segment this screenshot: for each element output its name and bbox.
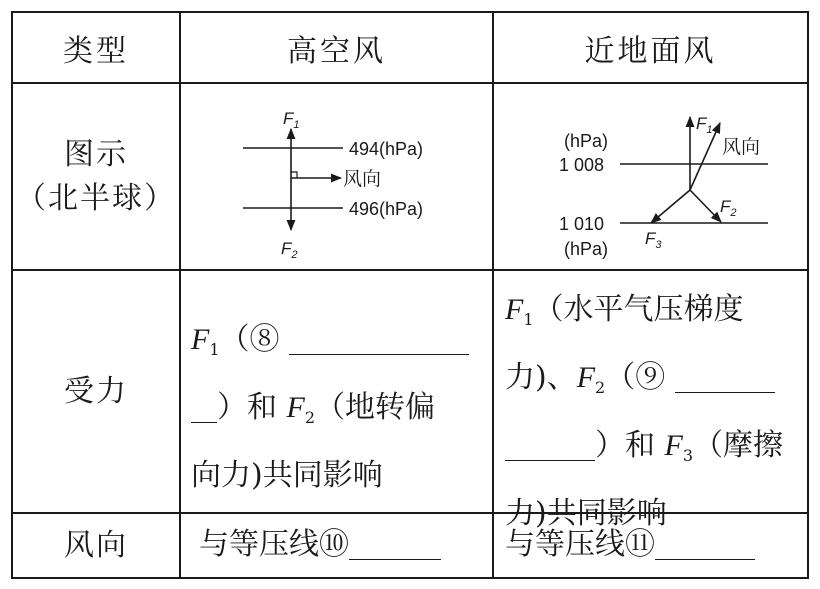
force-near-line-2: 力)、$F_2(⑨$ [505, 349, 783, 417]
label-f2: $F_2$ [720, 197, 737, 219]
label-pressure-496: 496(hPa) [349, 199, 424, 219]
high-altitude-wind-diagram [181, 84, 492, 269]
force-f3-arrow [651, 190, 690, 223]
label-pressure-1010: 1 010 [559, 214, 605, 234]
wind-direction-arrow [690, 123, 720, 190]
wind-comparison-table [11, 11, 809, 579]
label-wind-direction: 风向 [722, 137, 761, 158]
row-label-force: 受力 [64, 373, 128, 409]
label-pressure-494: 494(hPa) [349, 139, 424, 159]
force-near-line-3: ）和 $F_3$（摩擦 [505, 417, 783, 485]
label-f3: $F_3$ [645, 229, 662, 251]
blank-9[interactable] [675, 362, 775, 393]
force-high-line-1: $F_1(⑧$ [191, 311, 469, 379]
wind-near-surface: 与等压线⑪ [505, 516, 755, 574]
header-type: 类型 [63, 33, 129, 69]
force-near-surface-text [505, 281, 783, 543]
label-hpa-top: (hPa) [564, 131, 609, 151]
row-label-diagram [13, 84, 179, 269]
label-hpa-bottom: (hPa) [564, 239, 609, 259]
table-border-bottom [11, 577, 809, 579]
label-pressure-1008: 1 008 [559, 155, 605, 175]
row-label-wind-direction: 风向 [64, 527, 128, 563]
header-near-surface-wind: 近地面风 [584, 33, 717, 69]
near-surface-wind-diagram [494, 84, 807, 269]
blank-8-continued[interactable] [191, 392, 217, 423]
header-high-altitude-wind: 高空风 [287, 33, 386, 69]
force-high-line-3: 向力)共同影响 [191, 458, 383, 493]
blank-11[interactable] [655, 529, 755, 560]
force-f2-arrow [690, 190, 721, 222]
label-f2: $F_2$ [281, 239, 298, 261]
row-label-diagram-line2: （北半球） [16, 180, 176, 216]
wind-high-altitude: 与等压线⑩ [199, 516, 441, 574]
blank-8[interactable] [289, 324, 469, 355]
force-high-altitude-text [191, 311, 469, 505]
label-f1: $F_1$ [696, 114, 713, 136]
row-label-diagram-line1: 图示 [64, 136, 128, 172]
label-wind-direction: 风向 [343, 169, 382, 190]
blank-9-continued[interactable] [505, 430, 595, 461]
force-near-line-1: $F_1$（水平气压梯度 [505, 292, 744, 329]
force-near-line-4: 力)共同影响 [505, 496, 667, 531]
blank-10[interactable] [349, 529, 441, 560]
right-angle-marker [291, 172, 297, 178]
force-high-line-2: ）和 $F_2$（地转偏 [191, 379, 469, 447]
label-f1: $F_1$ [283, 109, 300, 131]
table-border-right [807, 11, 809, 579]
